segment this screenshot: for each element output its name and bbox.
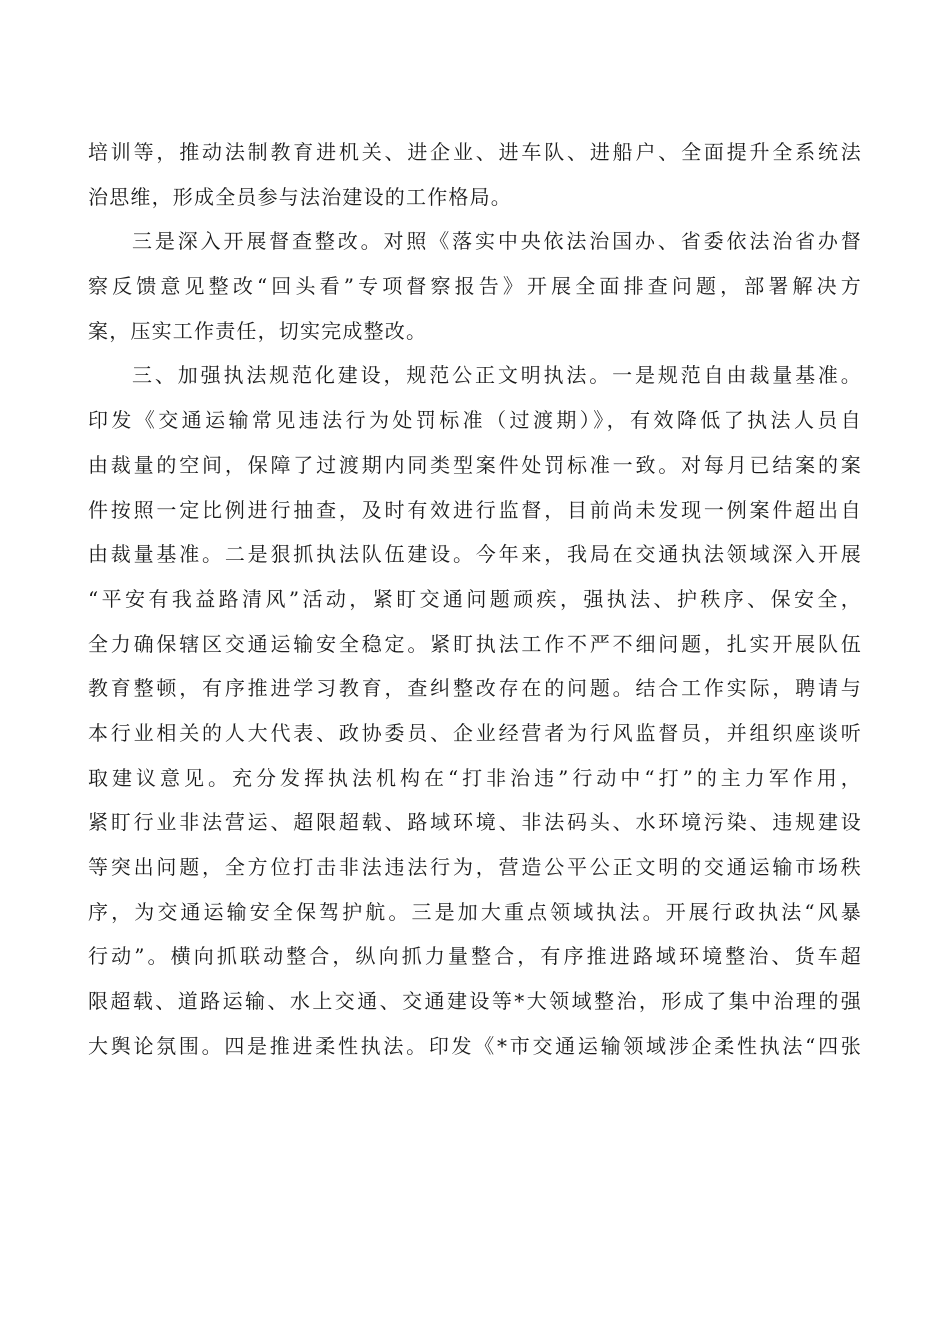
- body-text: [88, 130, 862, 1068]
- text-line: 等突出问题，全方位打击非法违法行为，营造公平公正文明的交通运输市场秩: [88, 855, 862, 879]
- text-line: 由裁量基准。二是狠抓执法队伍建设。今年来，我局在交通执法领域深入开展: [88, 542, 862, 567]
- text-line: “平安有我益路清风”活动，紧盯交通问题顽疾，强执法、护秩序、保安全，: [88, 586, 862, 611]
- text-line: 全力确保辖区交通运输安全稳定。紧盯执法工作不严不细问题，扎实开展队伍: [88, 631, 862, 656]
- text-line: 紧盯行业非法营运、超限超载、路域环境、非法码头、水环境污染、违规建设: [88, 810, 862, 835]
- text-line: 案，压实工作责任，切实完成整改。: [88, 318, 428, 343]
- text-line: 教育整顿，有序推进学习教育，查纠整改存在的问题。结合工作实际，聘请与: [88, 676, 862, 701]
- text-line: 察反馈意见整改“回头看”专项督察报告》开展全面排查问题，部署解决方: [88, 274, 862, 299]
- text-line: 限超载、道路运输、水上交通、交通建设等*大领域整治，形成了集中治理的强: [88, 989, 862, 1014]
- text-line: 治思维，形成全员参与法治建设的工作格局。: [88, 184, 512, 209]
- text-line: 行动”。横向抓联动整合，纵向抓力量整合，有序推进路域环境整治、货车超: [88, 944, 862, 969]
- text-line: 三是深入开展督查整改。对照《落实中央依法治国办、省委依法治省办督: [132, 229, 862, 254]
- text-line: 由裁量的空间，保障了过渡期内同类型案件处罚标准一致。对每月已结案的案: [88, 452, 862, 477]
- text-line: 件按照一定比例进行抽查，及时有效进行监督，目前尚未发现一例案件超出自: [88, 497, 862, 522]
- text-line: 培训等，推动法制教育进机关、进企业、进车队、进船户、全面提升全系统法: [88, 140, 862, 164]
- text-line: 序，为交通运输安全保驾护航。三是加大重点领域执法。开展行政执法“风暴: [88, 899, 862, 924]
- text-line: 三、加强执法规范化建设，规范公正文明执法。一是规范自由裁量基准。: [132, 363, 862, 388]
- text-line: 大舆论氛围。四是推进柔性执法。印发《*市交通运输领域涉企柔性执法“四张: [88, 1033, 862, 1058]
- text-line: 取建议意见。充分发挥执法机构在“打非治违”行动中“打”的主力军作用，: [88, 765, 862, 790]
- text-line: 印发《交通运输常见违法行为处罚标准（过渡期）》，有效降低了执法人员自: [88, 408, 862, 433]
- text-line: 本行业相关的人大代表、政协委员、企业经营者为行风监督员，并组织座谈听: [88, 720, 862, 745]
